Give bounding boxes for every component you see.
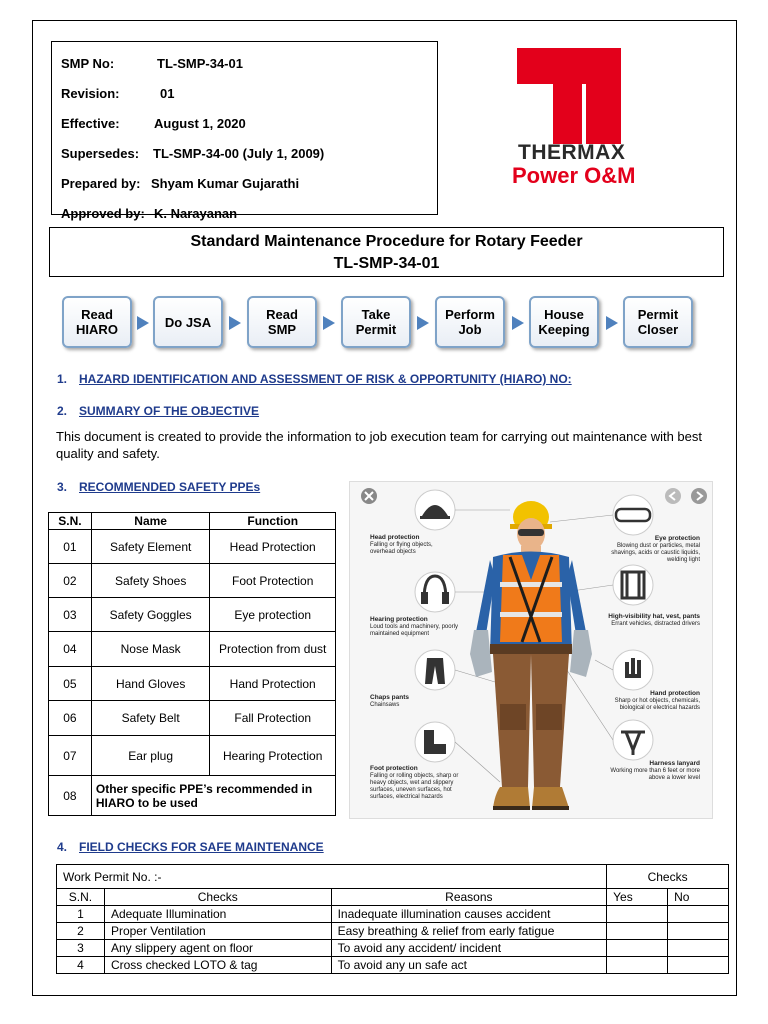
field-checks-header: S.N. Checks Reasons Yes No	[57, 889, 729, 906]
flow-arrow	[137, 316, 149, 330]
title-line-1: Standard Maintenance Procedure for Rotary Feeder	[190, 233, 583, 250]
effective-value: August 1, 2020	[154, 115, 246, 131]
table-row: 2 Proper Ventilation Easy breathing & relief from early fatigue	[57, 923, 729, 940]
hearing-protection-label: Hearing protection Loud tools and machinery, poorly maintained equipment	[370, 616, 458, 637]
no-check-cell[interactable]	[668, 940, 729, 957]
flow-arrow	[229, 316, 241, 330]
work-permit-label: Work Permit No. :-	[57, 865, 607, 889]
chevron-right-icon	[691, 488, 707, 504]
objective-paragraph: This document is created to provide the information to job execution team for carrying out maintenance with best quality and safety.	[56, 429, 703, 461]
high-visibility-label: High-visibility hat, vest, pants Errant vehicles, distracted drivers	[608, 613, 700, 627]
table-row: 05 Hand Gloves Hand Protection	[49, 667, 336, 701]
logo-brand-text: THERMAX	[518, 141, 626, 164]
table-row: 08 Other specific PPE’s recommended in HIARO to be used	[49, 776, 336, 816]
yes-check-cell[interactable]	[607, 940, 668, 957]
flow-arrow	[417, 316, 429, 330]
section-4-heading: 4. FIELD CHECKS FOR SAFE MAINTENANCE	[57, 840, 324, 854]
supersedes-value: TL-SMP-34-00 (July 1, 2009)	[153, 145, 325, 161]
harness-lanyard-label: Harness lanyard Working more than 6 feet or more above a lower level	[610, 760, 700, 781]
chevron-left-icon	[665, 488, 681, 504]
document-info-box	[51, 41, 438, 221]
prepared-by-label: Prepared by:	[61, 175, 141, 191]
flow-step-permit-closer: Permit Closer	[623, 296, 693, 348]
yes-check-cell[interactable]	[607, 957, 668, 974]
table-row: 03 Safety Goggles Eye protection	[49, 598, 336, 632]
flow-step-house-keeping: House Keeping	[529, 296, 599, 348]
col-function: Function	[210, 513, 336, 530]
col-name: Name	[91, 513, 210, 530]
hand-protection-label: Hand protection Sharp or hot objects, chemicals, biological or electrical hazards	[614, 690, 700, 711]
process-flow	[58, 296, 698, 348]
smp-no-label: SMP No:	[61, 55, 115, 71]
yes-check-cell[interactable]	[607, 906, 668, 923]
title-line-2: TL-SMP-34-01	[333, 255, 440, 272]
no-check-cell[interactable]	[668, 906, 729, 923]
flow-arrow	[606, 316, 618, 330]
eye-protection-label: Eye protection Blowing dust or particles, metal shavings, acids or caustic liquids, welding light	[611, 535, 700, 563]
section-1-heading: 1. HAZARD IDENTIFICATION AND ASSESSMENT OF RISK & OPPORTUNITY (HIARO) NO:	[57, 372, 572, 386]
head-protection-label: Head protection Falling or flying objects, overhead objects	[370, 534, 433, 555]
section-3-heading: 3. RECOMMENDED SAFETY PPEs	[57, 480, 261, 494]
flow-step-take-permit: Take Permit	[341, 296, 411, 348]
no-check-cell[interactable]	[668, 923, 729, 940]
prepared-by-value: Shyam Kumar Gujarathi	[151, 175, 300, 191]
ppe-table	[48, 512, 336, 816]
approved-by-value: K. Narayanan	[154, 205, 238, 221]
flow-step-do-jsa: Do JSA	[153, 296, 223, 348]
table-row: 01 Safety Element Head Protection	[49, 530, 336, 564]
chaps-pants-label: Chaps pants Chainsaws	[370, 694, 410, 708]
smp-no-value: TL-SMP-34-01	[157, 55, 243, 71]
logo-division-text: Power O&M	[512, 163, 636, 188]
no-check-cell[interactable]	[668, 957, 729, 974]
table-row: 06 Safety Belt Fall Protection	[49, 701, 336, 736]
yes-check-cell[interactable]	[607, 923, 668, 940]
table-row: 4 Cross checked LOTO & tag To avoid any un safe act	[57, 957, 729, 974]
checks-label: Checks	[607, 865, 729, 889]
table-row: 07 Ear plug Hearing Protection	[49, 736, 336, 776]
field-checks-table	[56, 864, 729, 974]
foot-protection-label: Foot protection Falling or rolling objects, sharp or heavy objects, wet and slippery surfaces, uneven surfaces, hot surfaces, electrical hazards	[370, 765, 459, 800]
work-permit-row	[57, 865, 729, 889]
table-row: 02 Safety Shoes Foot Protection	[49, 564, 336, 598]
document-title	[49, 227, 724, 277]
supersedes-label: Supersedes:	[61, 145, 140, 161]
revision-value: 01	[160, 85, 175, 101]
flow-arrow	[512, 316, 524, 330]
ppe-illustration	[349, 481, 713, 819]
effective-label: Effective:	[61, 115, 120, 131]
ppe-table-header	[49, 513, 336, 530]
table-row: 04 Nose Mask Protection from dust	[49, 632, 336, 667]
col-sn: S.N.	[49, 513, 92, 530]
revision-label: Revision:	[61, 85, 120, 101]
flow-step-perform-job: Perform Job	[435, 296, 505, 348]
table-row: 3 Any slippery agent on floor To avoid any accident/ incident	[57, 940, 729, 957]
table-row: 1 Adequate Illumination Inadequate illumination causes accident	[57, 906, 729, 923]
approved-by-label: Approved by:	[61, 205, 145, 221]
flow-step-read-smp: Read SMP	[247, 296, 317, 348]
flow-step-read-hiaro: Read HIARO	[62, 296, 132, 348]
flow-arrow	[323, 316, 335, 330]
section-2-heading: 2. SUMMARY OF THE OBJECTIVE	[57, 404, 260, 418]
